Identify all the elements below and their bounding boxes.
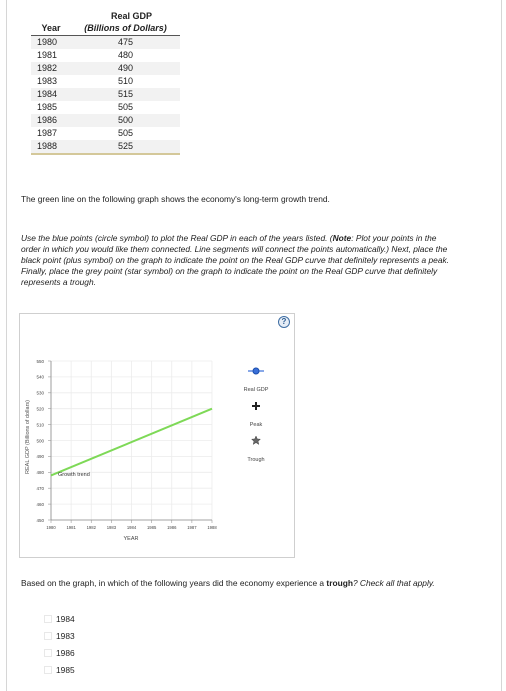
col-year-header: Year [41,23,61,33]
year-cell: 1987 [37,128,58,138]
x-tick-label: 1981 [66,525,76,530]
x-tick-label: 1983 [106,525,117,530]
x-tick-label: 1982 [86,525,96,530]
option-1983[interactable] [44,631,75,641]
option-label: 1986 [56,648,75,658]
gdp-cell: 515 [117,89,134,99]
year-cell: 1988 [37,141,58,151]
table-row [31,101,180,114]
checkbox[interactable] [44,666,52,674]
y-tick-label: 470 [36,486,44,491]
gdp-cell: 490 [117,63,134,73]
real-gdp-label: Real GDP [243,387,269,393]
year-cell: 1985 [37,102,58,112]
option-1985[interactable] [44,665,75,675]
checkbox[interactable] [44,632,52,640]
x-tick-label: 1986 [167,525,177,530]
green-line-text: The green line on the following graph shows the economy's long-term growth trend. [21,194,330,204]
x-axis-label: YEAR [123,536,139,542]
gdp-cell: 505 [117,102,134,112]
table-row [31,36,180,49]
question-part1: Based on the graph, in which of the following years did the economy experience a [21,578,327,588]
option-label: 1983 [56,631,75,641]
help-icon[interactable]: ? [278,316,290,328]
table-row [31,75,180,88]
table-header [31,22,180,36]
gdp-cell: 480 [117,50,134,60]
series-label: Growth trend [58,471,90,478]
y-tick-label: 460 [36,501,44,507]
instructions-part2: : Plot your points in the order in which you would like them connected. Line segments will connect the points automatically.) Next, place the black point (plus symbol) on the graph to indicate the point on the Real GDP curve that definitely represents a peak. Finally, place the grey point (star symbol) on the graph to indicate the point on the Real GDP curve that definitely represents a trough. [21,233,449,287]
question-text [21,578,461,589]
table-rows [31,36,180,153]
y-tick-label: 510 [36,422,44,428]
option-label: 1984 [56,614,75,624]
table-row [31,127,180,140]
year-cell: 1981 [37,50,58,60]
table-footer-rule [31,153,180,155]
option-1986[interactable] [44,648,75,658]
x-tick-label: 1984 [126,525,137,530]
col-gdp-header: (Billions of Dollars) [84,23,167,33]
question-part2: ? Check all that apply. [352,578,435,588]
instructions [21,233,457,288]
y-tick-label: 480 [36,470,44,476]
gdp-cell: 510 [117,76,134,86]
peak-label: Peak [249,422,263,428]
y-tick-label: 550 [36,358,44,364]
year-cell: 1982 [37,63,58,73]
table-row [31,62,180,75]
y-tick-label: 540 [36,374,44,380]
gdp-cell: 525 [117,141,134,151]
checkbox[interactable] [44,649,52,657]
y-tick-label: 530 [36,390,44,396]
table-row [31,140,180,153]
y-tick-label: 490 [36,454,44,460]
y-tick-label: 450 [36,517,44,523]
instructions-part1: Use the blue points (circle symbol) to plot the Real GDP in each of the years listed. ( [21,233,333,243]
year-cell: 1980 [37,37,58,47]
year-cell: 1983 [37,76,58,86]
year-cell: 1984 [37,89,58,99]
option-label: 1985 [56,665,75,675]
table-row [31,88,180,101]
gdp-cell: 500 [117,115,134,125]
option-1984[interactable] [44,614,75,624]
y-tick-label: 520 [36,406,44,412]
table-title: Real GDP [110,11,152,21]
table-row [31,49,180,62]
x-tick-label: 1987 [187,525,197,530]
note-label: Note [332,233,352,243]
x-tick-label: 1988 [207,525,217,530]
table-row [31,114,180,127]
y-tick-label: 500 [36,438,44,444]
trough-label: Trough [247,457,265,463]
gdp-cell: 505 [117,128,134,138]
y-axis-label: REAL GDP (Billions of dollars) [25,400,31,474]
graph-panel[interactable] [19,313,295,558]
question-bold: trough [326,578,353,588]
checkbox[interactable] [44,615,52,623]
x-tick-label: 1980 [46,525,56,530]
gdp-cell: 475 [117,37,134,47]
gdp-table [31,10,180,155]
x-tick-label: 1985 [146,525,157,530]
year-cell: 1986 [37,115,58,125]
